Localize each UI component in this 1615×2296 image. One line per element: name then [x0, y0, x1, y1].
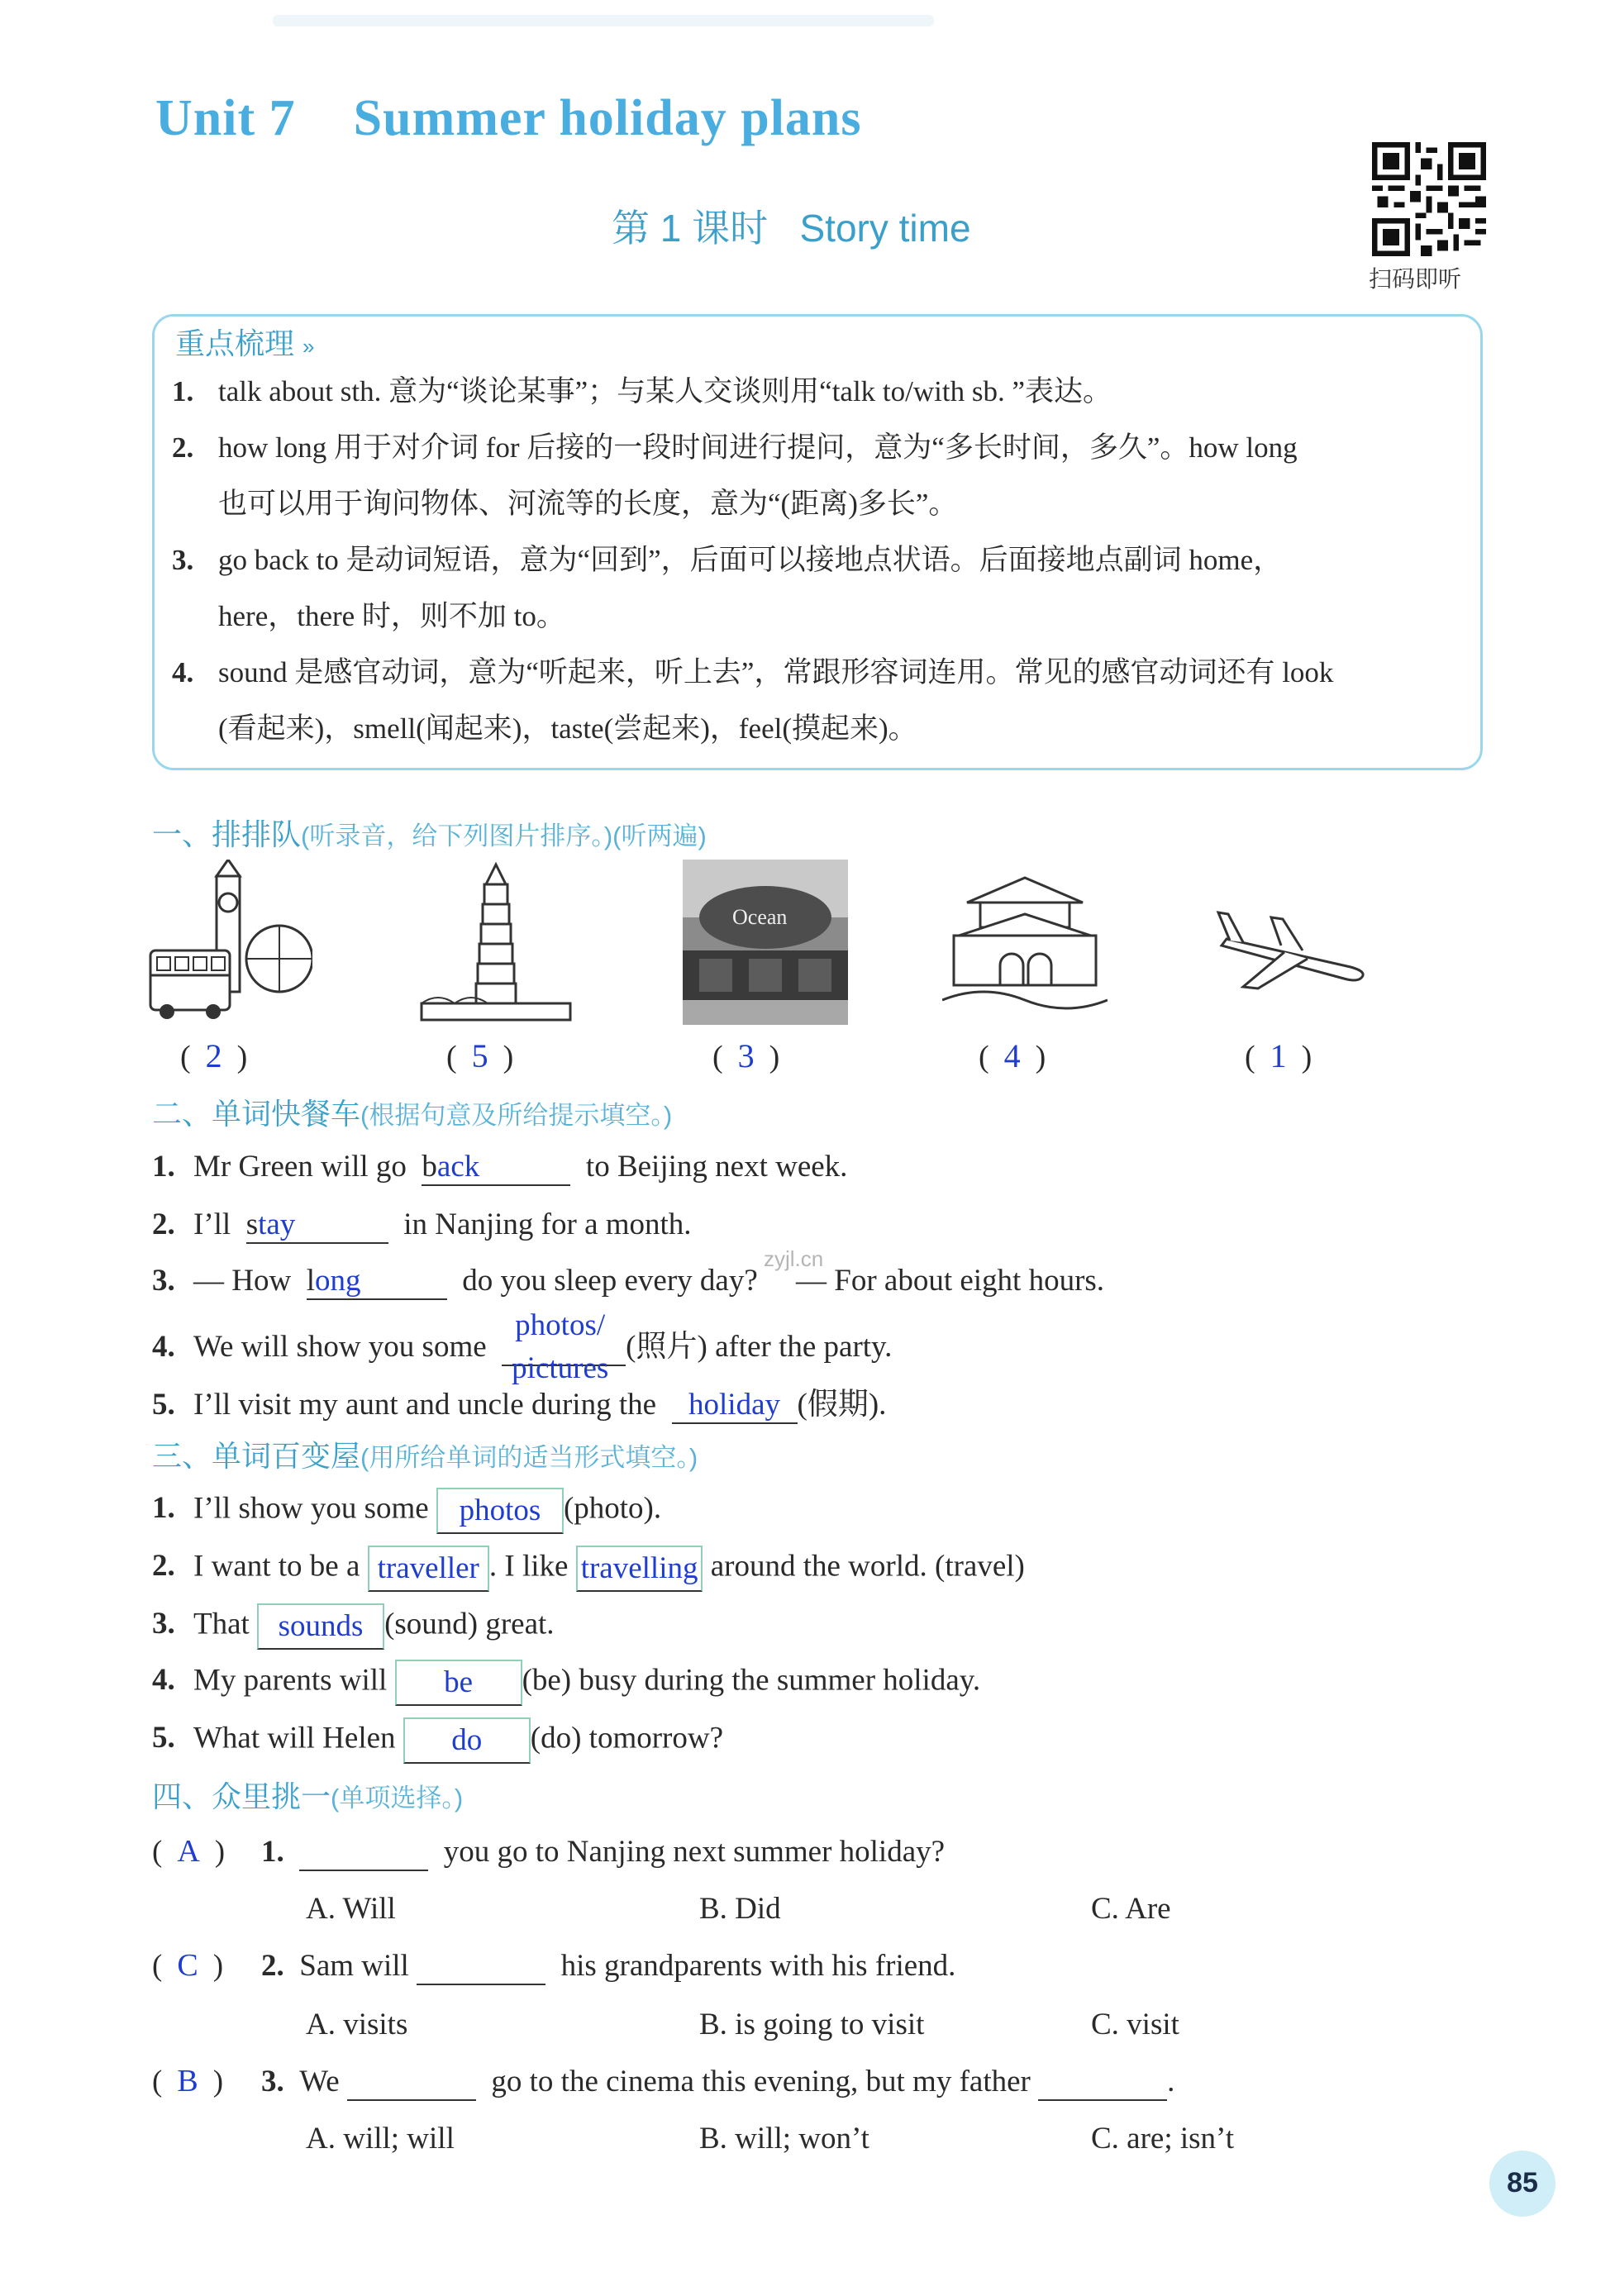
section2-item-3: 3. — How long do you sleep every day? — For about eight hours.: [152, 1263, 1104, 1300]
section4-heading: 四、众里挑一(单项选择。): [152, 1779, 464, 1813]
airplane-icon: [1210, 860, 1375, 1025]
picture-3-answer: ( 3 ): [712, 1037, 780, 1074]
lesson-title: 第 1 课时 Story time: [612, 207, 971, 250]
section3-item-2: 2. I want to be a traveller . I like travelling around the world. (travel): [152, 1546, 1025, 1592]
page-number: 85: [1507, 2167, 1538, 2198]
mc-question-2: ( C ) 2. Sam will his grandparents with his friend.: [152, 1947, 955, 1985]
mc-3-option-a: A. will; will: [306, 2122, 455, 2155]
section1-heading: 一、排排队(听录音，给下列图片排序。)(听两遍): [152, 817, 707, 851]
mc-1-option-c: C. Are: [1091, 1892, 1171, 1926]
london-bigben-bus-icon: [147, 860, 312, 1025]
key-point-3: 3. go back to 是动词短语，意为“回到”，后面可以接地点状语。后面接地点副词 home， here，there 时，则不加 to。: [172, 544, 1283, 632]
key-point-4: 4. sound 是感官动词，意为“听起来，听上去”，常跟形容词连用。常见的感官动词还有 look (看起来)，smell(闻起来)，taste(尝起来)，feel(摸起来)。: [172, 656, 1334, 745]
mc-3-option-c: C. are; isn’t: [1091, 2122, 1234, 2155]
tiananmen-gate-icon: [942, 860, 1108, 1025]
section2-item-5: 5. I’ll visit my aunt and uncle during the holiday (假期).: [152, 1379, 886, 1424]
mc-question-3: ( B ) 3. We go to the cinema this evening, but my father .: [152, 2063, 1174, 2101]
mc-2-option-c: C. visit: [1091, 2008, 1179, 2041]
watermark: zyjl.cn: [764, 1246, 824, 1271]
top-decor-bar: [273, 15, 934, 26]
section3-item-3: 3. That sounds (sound) great.: [152, 1603, 555, 1650]
mc-1-option-b: B. Did: [699, 1892, 781, 1926]
ocean-park-photo-icon: [683, 860, 848, 1025]
section3-heading: 三、单词百变屋(用所给单词的适当形式填空。): [152, 1439, 698, 1473]
section3-item-1: 1. I’ll show you some photos (photo).: [152, 1488, 661, 1534]
mc-1-option-a: A. Will: [306, 1892, 396, 1926]
mc-2-option-b: B. is going to visit: [699, 2008, 925, 2041]
svg-text:Ocean: Ocean: [732, 905, 788, 929]
mc-3-option-b: B. will; won’t: [699, 2122, 869, 2155]
section2-item-4: 4. We will show you some photos/ pictures (照片) after the party.: [152, 1308, 893, 1385]
picture-4-answer: ( 4 ): [979, 1037, 1046, 1074]
unit-title: Unit 7 Summer holiday plans: [155, 90, 862, 146]
section2-item-1: 1. Mr Green will go back to Beijing next week.: [152, 1149, 847, 1186]
key-point-2: 2. how long 用于对介词 for 后接的一段时间进行提问，意为“多长时间，多久”。how long 也可以用于询问物体、河流等的长度，意为“(距离)多长”。: [172, 431, 1298, 520]
picture-1-answer: ( 2 ): [180, 1037, 248, 1074]
section2-heading: 二、单词快餐车(根据句意及所给提示填空。): [152, 1097, 673, 1131]
pagoda-tower-icon: [413, 860, 579, 1025]
section3-item-5: 5. What will Helen do (do) tomorrow?: [152, 1717, 723, 1764]
picture-5-answer: ( 1 ): [1245, 1037, 1312, 1074]
mc-2-option-a: A. visits: [306, 2008, 408, 2041]
picture-2-answer: ( 5 ): [446, 1037, 514, 1074]
key-points-title: 重点梳理 »: [175, 326, 315, 360]
section2-item-2: 2. I’ll stay in Nanjing for a month.: [152, 1207, 692, 1244]
qr-caption: 扫码即听: [1369, 267, 1462, 293]
key-point-1: 1. talk about sth. 意为“谈论某事”；与某人交谈则用“talk to/with sb. ”表达。: [172, 375, 1112, 407]
mc-question-1: ( A ) 1. you go to Nanjing next summer holiday?: [152, 1833, 945, 1871]
section3-item-4: 4. My parents will be (be) busy during the summer holiday.: [152, 1660, 980, 1706]
qr-code-icon[interactable]: [1372, 142, 1486, 256]
